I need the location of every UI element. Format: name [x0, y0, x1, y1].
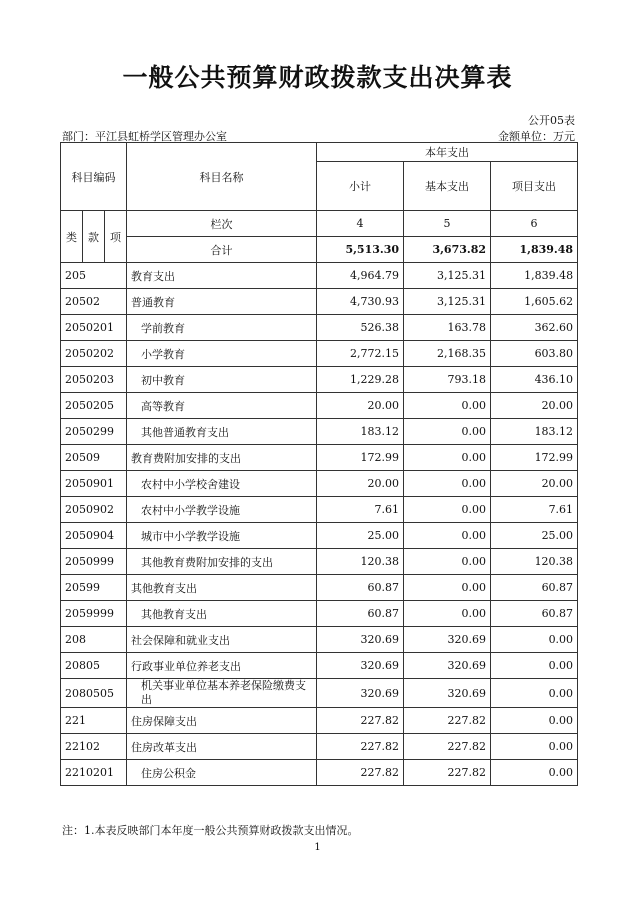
row-code: 20509: [61, 445, 127, 471]
row-basic: 0.00: [404, 419, 491, 445]
table-row: [61, 471, 578, 497]
table-row: [61, 601, 578, 627]
row-name: 教育支出: [127, 263, 317, 289]
row-name: 其他普通教育支出: [127, 419, 317, 445]
row-name: 教育费附加安排的支出: [127, 445, 317, 471]
row-subtotal: 20.00: [317, 471, 404, 497]
row-code: 2059999: [61, 601, 127, 627]
row-basic: 0.00: [404, 393, 491, 419]
row-name: 其他教育支出: [127, 601, 317, 627]
table-row: [61, 549, 578, 575]
header-subtotal: 小计: [317, 162, 404, 211]
row-basic: 0.00: [404, 601, 491, 627]
department-label: 部门：平江县虹桥学区管理办公室: [62, 130, 227, 143]
header-year-group: 本年支出: [317, 143, 578, 162]
row-project: 1,605.62: [491, 289, 578, 315]
row-project: 60.87: [491, 601, 578, 627]
total-project: 1,839.48: [491, 237, 578, 263]
row-basic: 3,125.31: [404, 263, 491, 289]
table-row: [61, 497, 578, 523]
row-subtotal: 320.69: [317, 653, 404, 679]
row-code: 205: [61, 263, 127, 289]
footnote: 注：1.本表反映部门本年度一般公共预算财政拨款支出情况。: [62, 824, 359, 837]
row-subtotal: 25.00: [317, 523, 404, 549]
row-basic: 163.78: [404, 315, 491, 341]
row-subtotal: 227.82: [317, 708, 404, 734]
row-subtotal: 60.87: [317, 575, 404, 601]
header-project: 项目支出: [491, 162, 578, 211]
row-basic: 793.18: [404, 367, 491, 393]
row-subtotal: 20.00: [317, 393, 404, 419]
row-name: 农村中小学教学设施: [127, 497, 317, 523]
row-project: 436.10: [491, 367, 578, 393]
row-subtotal: 120.38: [317, 549, 404, 575]
row-name: 初中教育: [127, 367, 317, 393]
row-code: 221: [61, 708, 127, 734]
row-basic: 3,125.31: [404, 289, 491, 315]
table-row: [61, 679, 578, 708]
row-basic: 227.82: [404, 734, 491, 760]
row-basic: 0.00: [404, 523, 491, 549]
expenditure-table: [60, 142, 578, 786]
row-name: 社会保障和就业支出: [127, 627, 317, 653]
table-row: [61, 760, 578, 786]
row-project: 20.00: [491, 393, 578, 419]
row-subtotal: 227.82: [317, 760, 404, 786]
table-row: [61, 393, 578, 419]
row-project: 0.00: [491, 734, 578, 760]
row-project: 0.00: [491, 708, 578, 734]
row-subtotal: 320.69: [317, 679, 404, 708]
row-name: 住房保障支出: [127, 708, 317, 734]
header-col-6: 6: [491, 211, 578, 237]
row-name: 住房公积金: [127, 760, 317, 786]
row-name: 高等教育: [127, 393, 317, 419]
table-row: [61, 653, 578, 679]
row-basic: 320.69: [404, 627, 491, 653]
row-basic: 2,168.35: [404, 341, 491, 367]
row-project: 7.61: [491, 497, 578, 523]
row-name: 城市中小学教学设施: [127, 523, 317, 549]
row-subtotal: 172.99: [317, 445, 404, 471]
row-code: 2050201: [61, 315, 127, 341]
table-row: [61, 419, 578, 445]
total-label: 合计: [127, 237, 317, 263]
row-code: 2210201: [61, 760, 127, 786]
row-subtotal: 4,964.79: [317, 263, 404, 289]
row-project: 25.00: [491, 523, 578, 549]
header-col-label: 栏次: [127, 211, 317, 237]
row-subtotal: 320.69: [317, 627, 404, 653]
row-project: 362.60: [491, 315, 578, 341]
row-project: 0.00: [491, 627, 578, 653]
row-subtotal: 60.87: [317, 601, 404, 627]
row-code: 2050202: [61, 341, 127, 367]
header-col-4: 4: [317, 211, 404, 237]
header-lei: 类: [61, 211, 83, 263]
row-code: 2050902: [61, 497, 127, 523]
table-row: [61, 263, 578, 289]
header-col-5: 5: [404, 211, 491, 237]
row-name: 学前教育: [127, 315, 317, 341]
row-name: 机关事业单位基本养老保险缴费支出: [127, 679, 317, 708]
table-row: [61, 575, 578, 601]
row-name: 住房改革支出: [127, 734, 317, 760]
table-row: [61, 734, 578, 760]
row-code: 20805: [61, 653, 127, 679]
row-code: 2050203: [61, 367, 127, 393]
row-name: 普通教育: [127, 289, 317, 315]
row-code: 2050299: [61, 419, 127, 445]
row-code: 2050999: [61, 549, 127, 575]
row-subtotal: 4,730.93: [317, 289, 404, 315]
row-code: 208: [61, 627, 127, 653]
row-project: 603.80: [491, 341, 578, 367]
row-project: 172.99: [491, 445, 578, 471]
row-name: 小学教育: [127, 341, 317, 367]
row-subtotal: 2,772.15: [317, 341, 404, 367]
table-row: [61, 367, 578, 393]
total-basic: 3,673.82: [404, 237, 491, 263]
row-basic: 320.69: [404, 653, 491, 679]
total-subtotal: 5,513.30: [317, 237, 404, 263]
row-code: 20502: [61, 289, 127, 315]
row-basic: 0.00: [404, 497, 491, 523]
row-project: 183.12: [491, 419, 578, 445]
row-project: 60.87: [491, 575, 578, 601]
header-xiang: 项: [105, 211, 127, 263]
table-row: [61, 523, 578, 549]
table-row: [61, 445, 578, 471]
header-code-group: 科目编码: [61, 143, 127, 211]
table-row: [61, 289, 578, 315]
table-row: [61, 341, 578, 367]
row-basic: 0.00: [404, 549, 491, 575]
row-basic: 227.82: [404, 760, 491, 786]
form-number: 公开05表: [528, 114, 575, 127]
row-subtotal: 1,229.28: [317, 367, 404, 393]
row-subtotal: 7.61: [317, 497, 404, 523]
table-body: [61, 263, 578, 786]
row-name: 其他教育支出: [127, 575, 317, 601]
row-project: 0.00: [491, 760, 578, 786]
page-number: 1: [314, 842, 321, 853]
row-project: 120.38: [491, 549, 578, 575]
row-subtotal: 526.38: [317, 315, 404, 341]
row-project: 1,839.48: [491, 263, 578, 289]
row-name: 行政事业单位养老支出: [127, 653, 317, 679]
table-row: [61, 315, 578, 341]
row-code: 2050205: [61, 393, 127, 419]
row-code: 2050904: [61, 523, 127, 549]
header-name: 科目名称: [127, 143, 317, 211]
row-basic: 320.69: [404, 679, 491, 708]
row-code: 2050901: [61, 471, 127, 497]
row-basic: 0.00: [404, 575, 491, 601]
row-basic: 0.00: [404, 471, 491, 497]
row-name: 农村中小学校舍建设: [127, 471, 317, 497]
row-name: 其他教育费附加安排的支出: [127, 549, 317, 575]
row-code: 22102: [61, 734, 127, 760]
header-kuan: 款: [83, 211, 105, 263]
page-title: 一般公共预算财政拨款支出决算表: [122, 63, 513, 92]
row-basic: 0.00: [404, 445, 491, 471]
row-basic: 227.82: [404, 708, 491, 734]
table-row: [61, 627, 578, 653]
table-row: [61, 708, 578, 734]
row-code: 2080505: [61, 679, 127, 708]
row-subtotal: 227.82: [317, 734, 404, 760]
row-project: 0.00: [491, 679, 578, 708]
row-subtotal: 183.12: [317, 419, 404, 445]
row-project: 20.00: [491, 471, 578, 497]
header-basic: 基本支出: [404, 162, 491, 211]
row-project: 0.00: [491, 653, 578, 679]
row-code: 20599: [61, 575, 127, 601]
unit-label: 金额单位：万元: [498, 130, 575, 143]
